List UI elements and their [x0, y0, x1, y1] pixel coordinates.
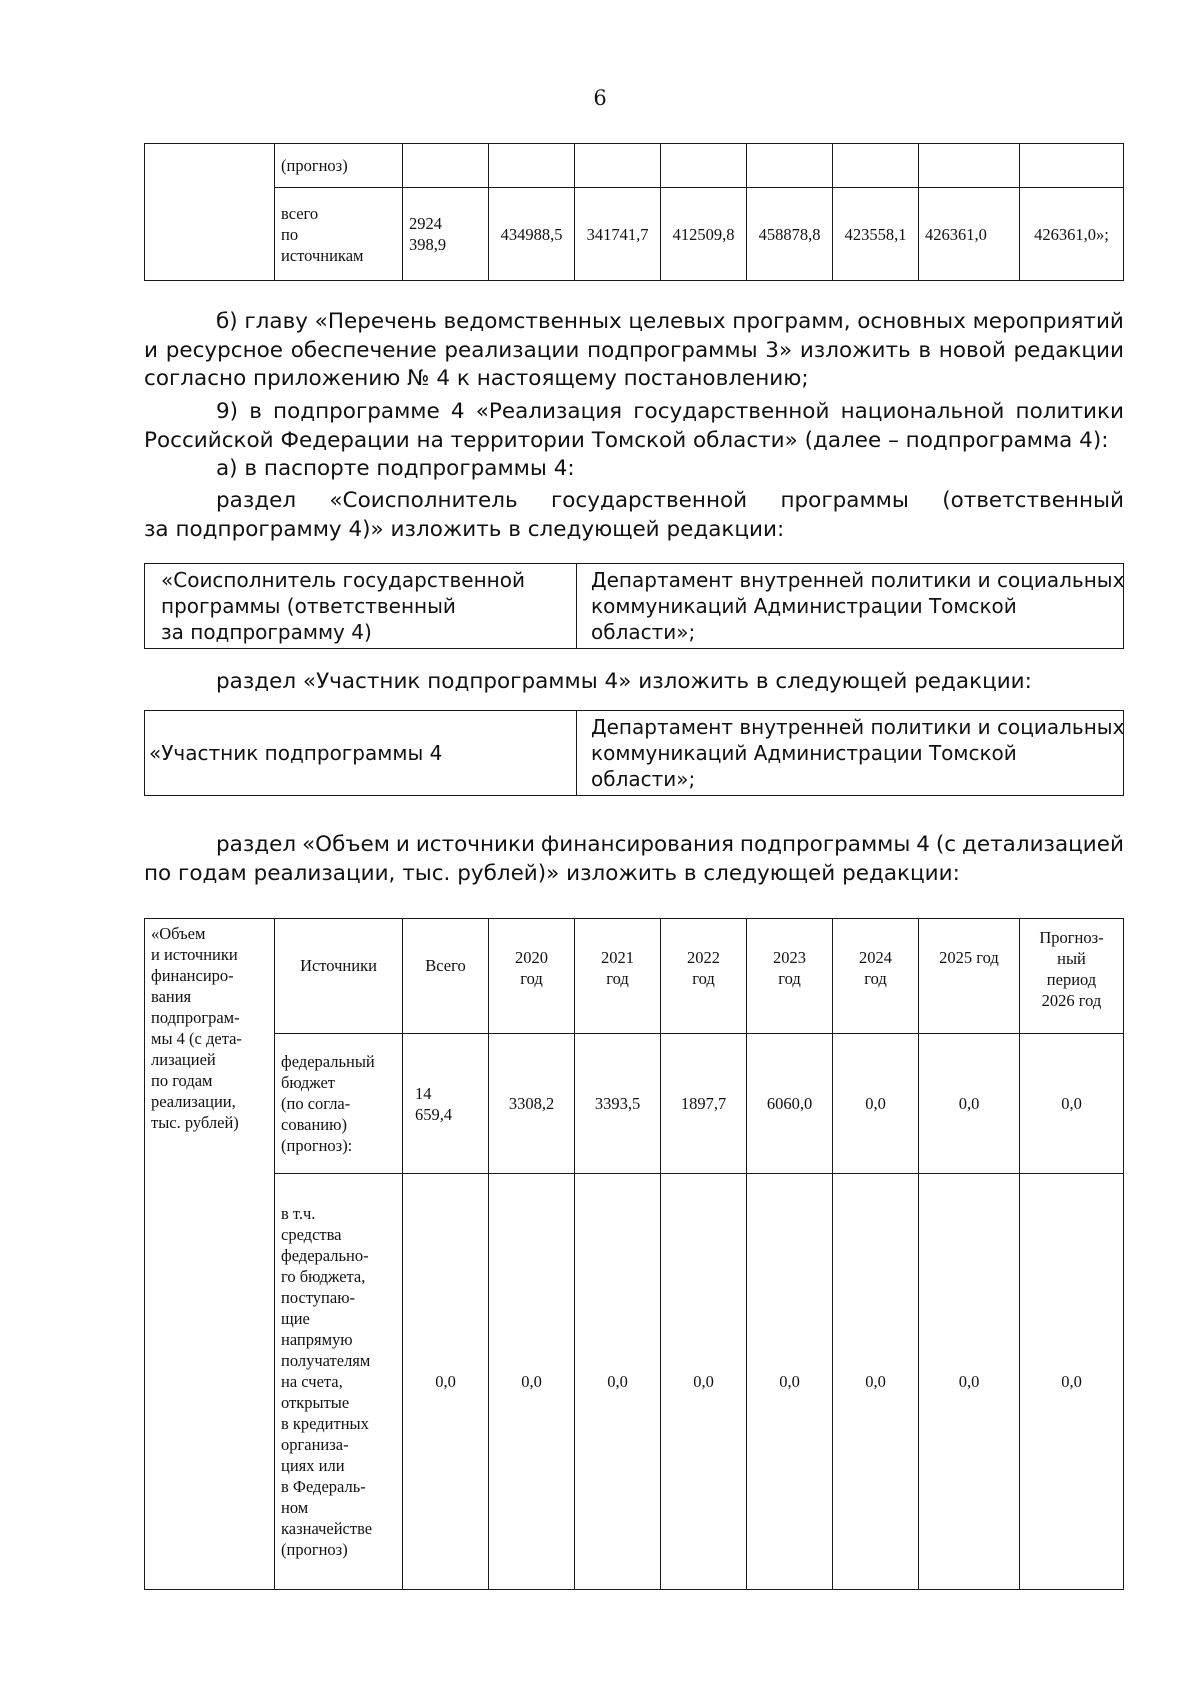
section-co-executor-line-1: раздел «Соисполнитель государственной программы (ответственный	[216, 488, 1124, 513]
header-2024: 2024 год	[833, 919, 919, 1034]
paragraph-9	[144, 398, 1124, 484]
participant-table	[144, 710, 1124, 796]
header-2020: 2020 год	[489, 919, 575, 1034]
section-participant: раздел «Участник подпрограммы 4» изложить в следующей редакции:	[216, 669, 1032, 694]
paragraph-b-line-1: б) главу «Перечень ведомственных целевых программ, основных мероприятий	[216, 309, 1124, 334]
section-volume-line-2: по годам реализации, тыс. рублей)» изложить в следующей редакции:	[144, 860, 960, 886]
header-total: Всего	[403, 919, 489, 1034]
top-table-row-label: (прогноз)	[275, 144, 403, 188]
header-2022: 2022 год	[661, 919, 747, 1034]
paragraph-9-line-2: Российской Федерации на территории Томской области» (далее – подпрограмма 4):	[144, 427, 1109, 453]
federal-value-2025: 0,0	[919, 1034, 1020, 1174]
header-sources: Источники	[275, 919, 403, 1034]
participant-label: «Участник подпрограммы 4	[145, 711, 577, 796]
federal-value-2022: 1897,7	[661, 1034, 747, 1174]
paragraph-9-line-1: 9) в подпрограмме 4 «Реализация государственной национальной политики	[216, 399, 1124, 424]
direct-value-2025: 0,0	[919, 1174, 1020, 1590]
top-table-value: 458878,8	[747, 188, 833, 281]
header-forecast: Прогноз- ный период 2026 год	[1020, 919, 1124, 1034]
top-financing-table	[144, 143, 1124, 281]
section-volume-line-1: раздел «Объем и источники финансирования подпрограммы 4 (с детализацией	[216, 832, 1124, 857]
paragraph-a: а) в паспорте подпрограммы 4:	[216, 456, 575, 481]
federal-total: 14 659,4	[403, 1034, 489, 1174]
section-volume	[144, 831, 1124, 888]
federal-value-2024: 0,0	[833, 1034, 919, 1174]
financing-table	[144, 918, 1124, 1590]
co-executor-table	[144, 563, 1124, 649]
co-executor-label: «Соисполнитель государственной программы (ответственный за подпрограмму 4)	[145, 564, 577, 649]
header-2023: 2023 год	[747, 919, 833, 1034]
section-co-executor	[144, 487, 1124, 544]
direct-value-2022: 0,0	[661, 1174, 747, 1590]
top-table-value: 434988,5	[489, 188, 575, 281]
source-federal-budget: федеральный бюджет (по согла- сованию) (прогноз):	[275, 1034, 403, 1174]
co-executor-value: Департамент внутренней политики и социальных коммуникаций Администрации Томской области»;	[577, 564, 1124, 649]
top-table-value: 412509,8	[661, 188, 747, 281]
top-table-total-label: всего по источникам	[275, 188, 403, 281]
page-number: 6	[593, 86, 607, 110]
direct-value-2020: 0,0	[489, 1174, 575, 1590]
federal-value-2023: 6060,0	[747, 1034, 833, 1174]
direct-value-2023: 0,0	[747, 1174, 833, 1590]
direct-value-2024: 0,0	[833, 1174, 919, 1590]
federal-value-2020: 3308,2	[489, 1034, 575, 1174]
header-2021: 2021 год	[575, 919, 661, 1034]
top-table-empty-label-cell	[145, 144, 275, 281]
top-table-value: 423558,1	[833, 188, 919, 281]
top-table-value: 426361,0	[919, 188, 1020, 281]
financing-table-label: «Объем и источники финансиро- вания подпрограм- мы 4 (с дета- лизацией по годам реализации, тыс. рублей)	[145, 919, 275, 1590]
participant-value: Департамент внутренней политики и социальных коммуникаций Администрации Томской области»;	[577, 711, 1124, 796]
paragraph-b-line-3: согласно приложению № 4 к настоящему постановлению;	[144, 366, 809, 391]
header-2025: 2025 год	[919, 919, 1020, 1034]
source-federal-direct: в т.ч. средства федерально- го бюджета, поступаю- щие напрямую получателям на счета, открытые в кредитных организа- циях или в Федераль- ном казначействе (прогноз)	[275, 1174, 403, 1590]
direct-value-2021: 0,0	[575, 1174, 661, 1590]
paragraph-b-line-2: и ресурсное обеспечение реализации подпрограммы 3» изложить в новой редакции	[144, 337, 1124, 363]
section-co-executor-line-2: за подпрограмму 4)» изложить в следующей редакции:	[144, 516, 785, 542]
direct-total: 0,0	[403, 1174, 489, 1590]
federal-value-2021: 3393,5	[575, 1034, 661, 1174]
top-table-value: 426361,0»;	[1020, 188, 1124, 281]
top-table-value: 341741,7	[575, 188, 661, 281]
top-table-grand-total: 2924 398,9	[403, 188, 489, 281]
direct-value-forecast: 0,0	[1020, 1174, 1124, 1590]
paragraph-b	[144, 308, 1124, 394]
federal-value-forecast: 0,0	[1020, 1034, 1124, 1174]
